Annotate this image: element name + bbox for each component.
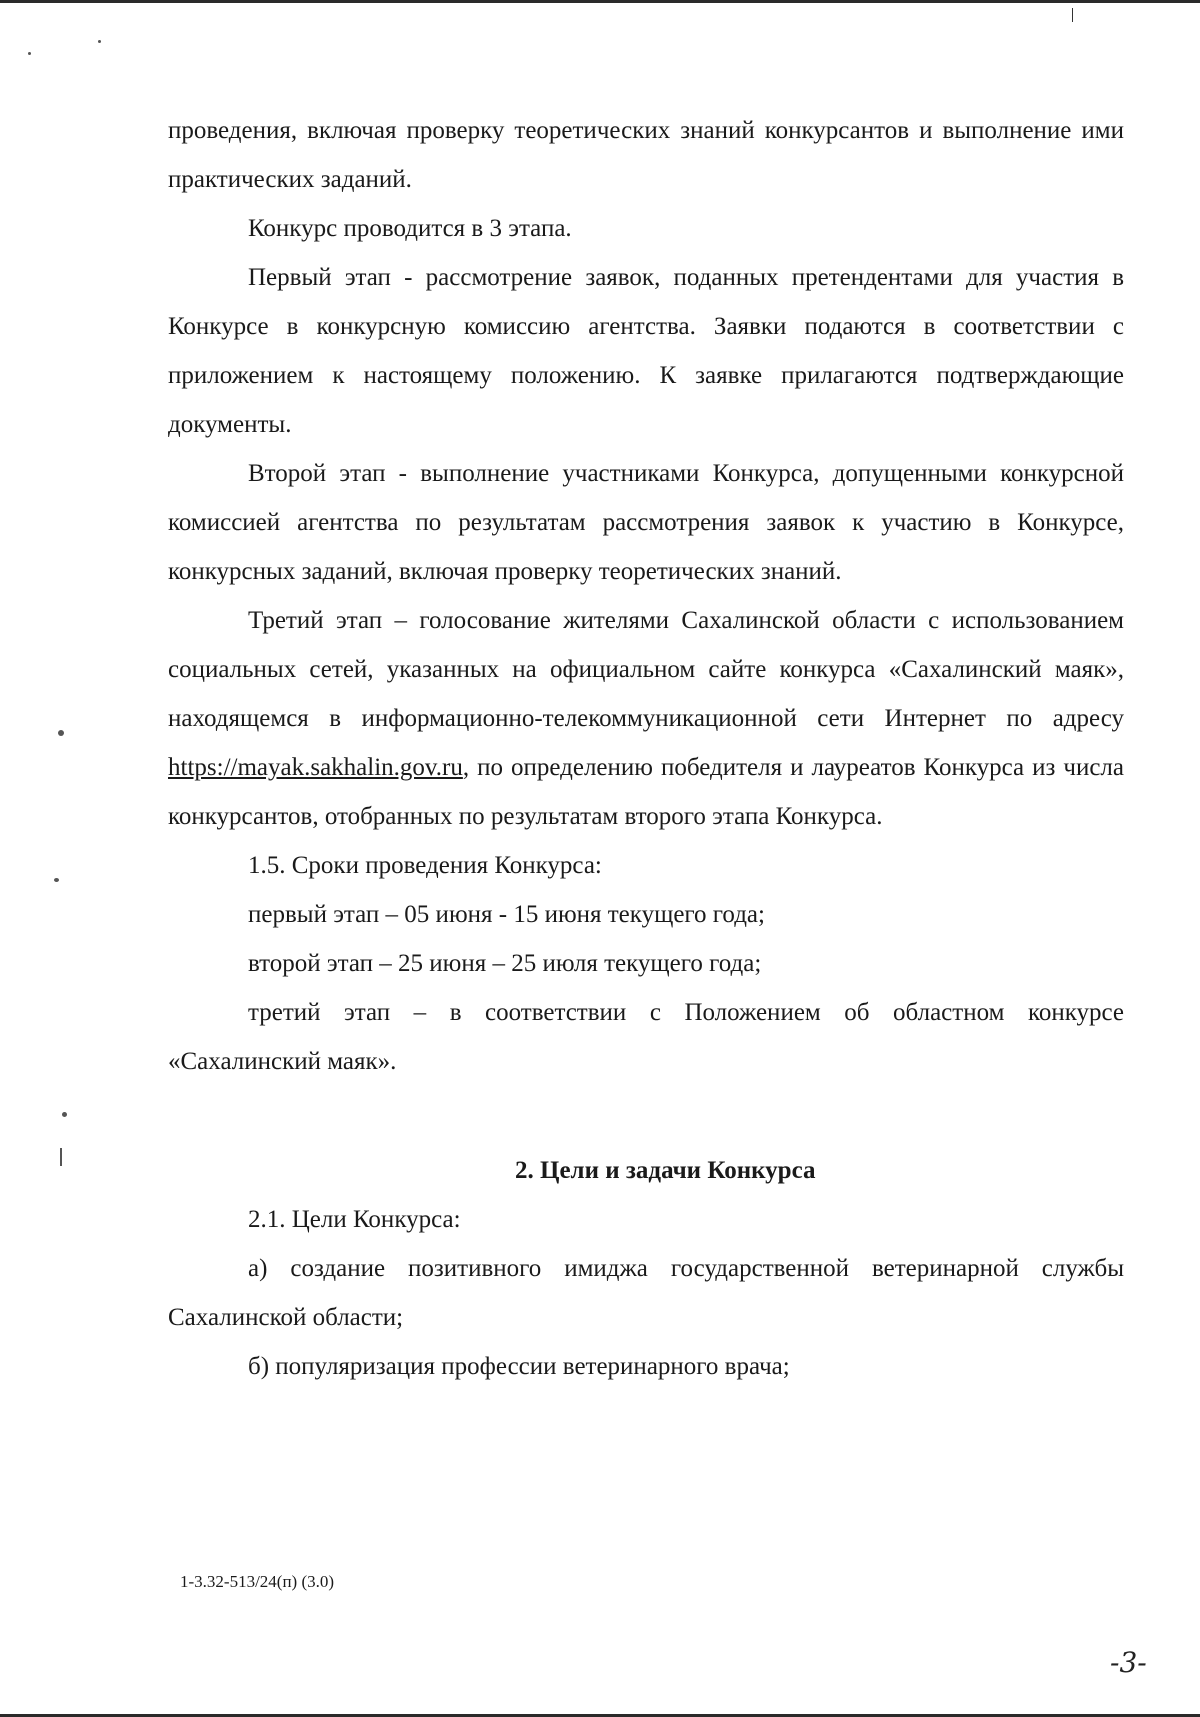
paragraph-second-stage: Второй этап - выполнение участниками Конкурса, допущенными конкурсной комиссией агентства по результатам рассмотрения заявок к участию в Конкурсе, конкурсных заданий, включая проверку теоретических знаний. [168, 460, 1124, 585]
paragraph-continuation: проведения, включая проверку теоретических знаний конкурсантов и выполнение ими практических заданий. [168, 117, 1124, 193]
schedule-item-first-stage: первый этап – 05 июня - 15 июня текущего года; [248, 901, 765, 928]
scan-edge-top [0, 0, 1200, 3]
scan-speck [62, 1112, 67, 1117]
scan-speck [60, 1148, 62, 1166]
goal-item-b: б) популяризация профессии ветеринарного врача; [248, 1353, 790, 1380]
scan-speck [98, 40, 101, 43]
schedule-title: 1.5. Сроки проведения Конкурса: [248, 852, 602, 879]
goals-subtitle: 2.1. Цели Конкурса: [248, 1206, 461, 1233]
schedule-item-second-stage: второй этап – 25 июня – 25 июля текущего года; [248, 950, 762, 977]
scan-speck [58, 730, 64, 736]
scan-speck [54, 878, 59, 882]
schedule-item-third-stage: третий этап – в соответствии с Положением об областном конкурсе «Сахалинский маяк». [168, 999, 1124, 1075]
page-number: -3- [1110, 1646, 1147, 1679]
section-heading: 2. Цели и задачи Конкурса [515, 1157, 816, 1184]
scan-mark [1072, 8, 1073, 22]
paragraph-stages-count: Конкурс проводится в 3 этапа. [248, 215, 572, 242]
paragraph-first-stage: Первый этап - рассмотрение заявок, поданных претендентами для участия в Конкурсе в конкурсную комиссию агентства. Заявки подаются в соответствии с приложением к настоящему положению. К заявке прилагаются подтверждающие документы. [168, 264, 1124, 438]
document-code: 1-3.32-513/24(п) (3.0) [180, 1572, 335, 1591]
paragraph-third-stage [168, 596, 1124, 841]
goal-item-a: а) создание позитивного имиджа государственной ветеринарной службы Сахалинской области; [168, 1255, 1124, 1331]
third-stage-text-end: , по определению победителя и лауреатов Конкурса из числа конкурсантов, отобранных по результатам второго этапа Конкурса. [168, 754, 1124, 830]
contest-website-link[interactable]: https://mayak.sakhalin.gov.ru [168, 754, 463, 781]
scan-speck [28, 52, 31, 55]
third-stage-text: Третий этап – голосование жителями Сахалинской области с использованием социальных сетей, указанных на официальном сайте конкурса «Сахалинский маяк», находящемся в информационно-телекоммуникационной сети Интернет по адресу [168, 607, 1124, 732]
document-body [168, 106, 1124, 1391]
